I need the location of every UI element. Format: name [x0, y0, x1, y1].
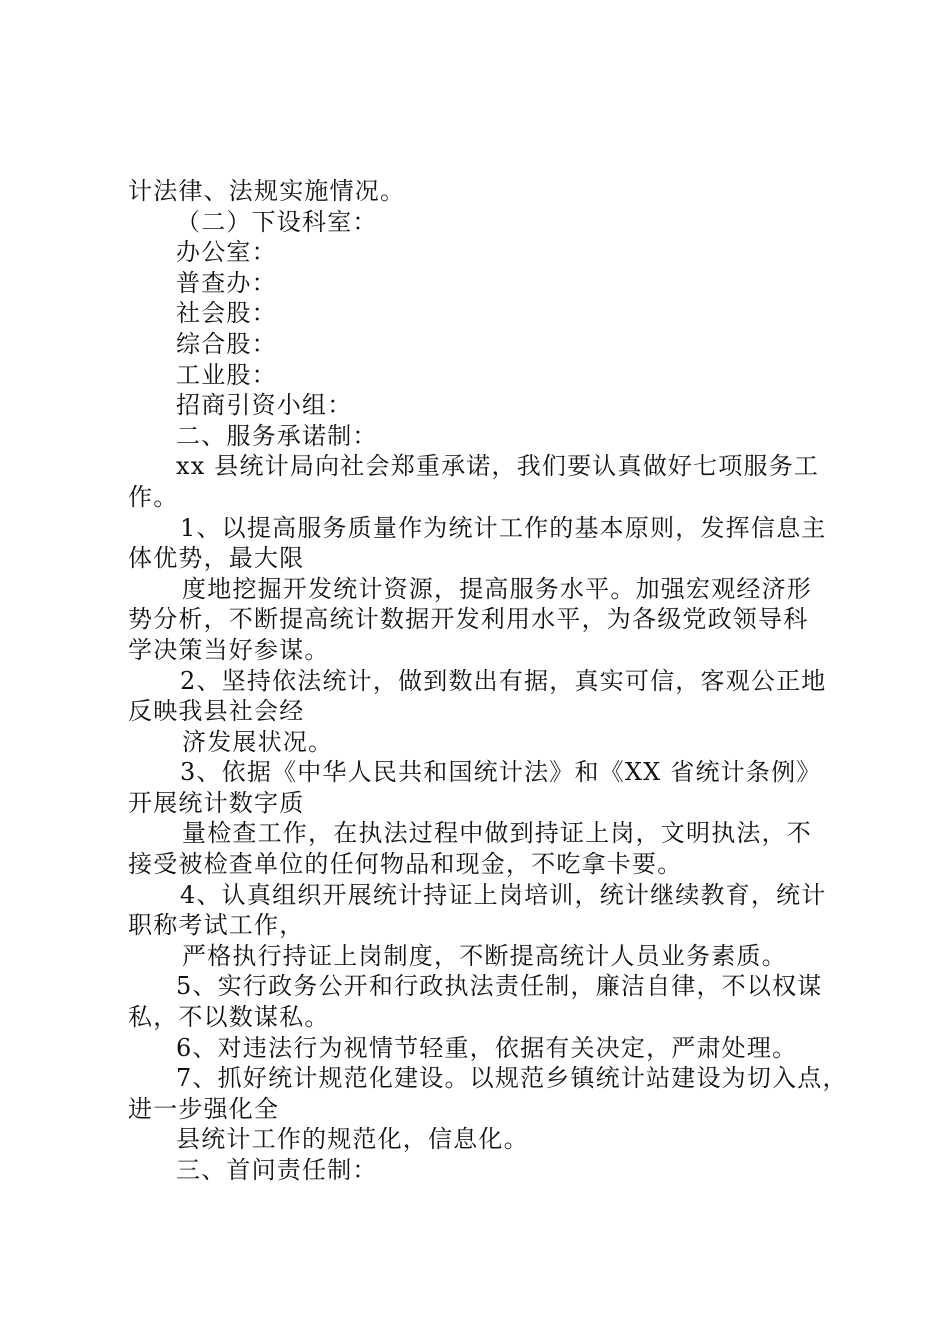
text-line: 接受被检查单位的任何物品和现金，不吃拿卡要。	[128, 850, 683, 879]
list-item: 普查办：	[176, 268, 277, 297]
text-line: 2、坚持依法统计，做到数出有据，真实可信，客观公正地	[180, 666, 827, 695]
text-line: 7、抓好统计规范化建设。以规范乡镇统计站建设为切入点，	[176, 1064, 848, 1093]
text-line: 作。	[128, 482, 179, 511]
text-line: 职称考试工作，	[128, 911, 305, 940]
text-line: 反映我县社会经	[128, 697, 305, 726]
text-line: 县统计工作的规范化，信息化。	[176, 1125, 529, 1154]
text-line: 学决策当好参谋。	[128, 635, 330, 664]
text-line: 进一步强化全	[128, 1094, 280, 1123]
list-item: 招商引资小组：	[176, 391, 353, 420]
list-item: 办公室：	[176, 238, 277, 267]
text-line: 势分析，不断提高统计数据开发利用水平，为各级党政领导科	[128, 605, 809, 634]
list-item: 工业股：	[176, 360, 277, 389]
text-line: 计法律、法规实施情况。	[128, 177, 406, 205]
section-heading: 三、首问责任制：	[176, 1156, 378, 1184]
text-line: 体优势，最大限	[128, 544, 305, 573]
section-heading: 二、服务承诺制：	[176, 421, 378, 450]
list-item: 综合股：	[176, 329, 277, 358]
document-body	[128, 176, 848, 1186]
text-line: 3、依据《中华人民共和国统计法》和《XX 省统计条例》	[180, 758, 822, 787]
section-heading: （二）下设科室：	[176, 207, 378, 236]
text-line: 开展统计数字质	[128, 788, 305, 817]
list-item: 社会股：	[176, 299, 277, 328]
text-line: xx 县统计局向社会郑重承诺，我们要认真做好七项服务工	[176, 452, 820, 481]
text-line: 严格执行持证上岗制度，不断提高统计人员业务素质。	[182, 941, 787, 970]
text-line: 5、实行政务公开和行政执法责任制，廉洁自律，不以权谋	[176, 972, 823, 1001]
text-line: 6、对违法行为视情节轻重，依据有关决定，严肃处理。	[176, 1033, 798, 1062]
text-line: 济发展状况。	[182, 727, 334, 756]
text-line: 量检查工作，在执法过程中做到持证上岗，文明执法，不	[182, 819, 812, 848]
text-line: 1、以提高服务质量作为统计工作的基本原则，发挥信息主	[180, 513, 827, 542]
text-line: 私，不以数谋私。	[128, 1003, 330, 1032]
text-line: 4、认真组织开展统计持证上岗培训，统计继续教育，统计	[180, 880, 827, 909]
text-line: 度地挖掘开发统计资源，提高服务水平。加强宏观经济形	[182, 574, 812, 603]
